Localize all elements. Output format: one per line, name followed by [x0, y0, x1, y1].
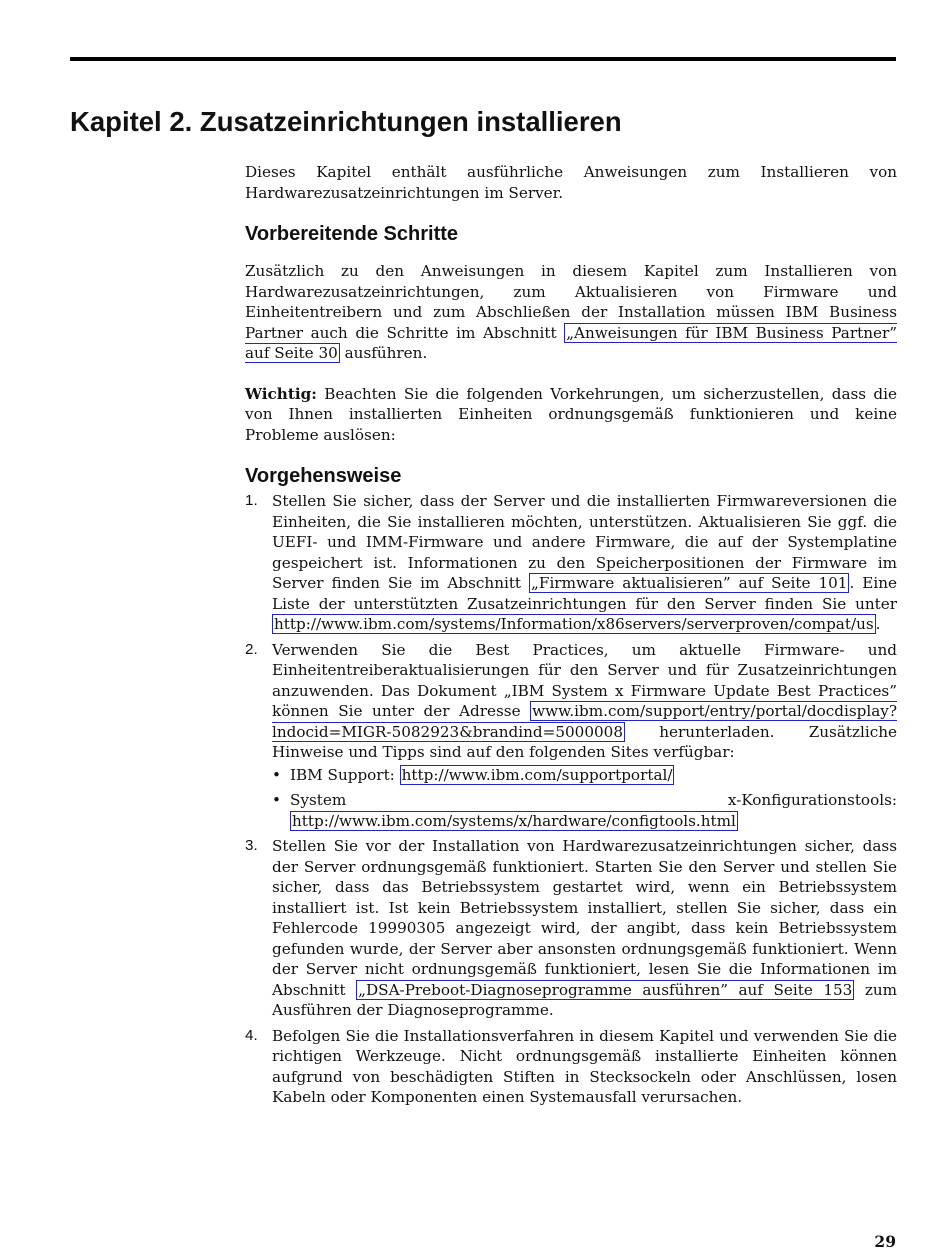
body-column — [245, 162, 897, 1113]
list-item — [272, 765, 897, 786]
bullet-marker: • — [272, 791, 281, 809]
step-text: Befolgen Sie die Installationsverfahren in diesem Kapitel und verwenden Sie die richtigen Werkzeuge. Nicht ordnungsgemäß installierte Einheiten können aufgrund von beschädigten Stiften in Stecksockeln oder Anschlüssen, losen Kabeln oder Komponenten einen Systemausfall verursachen. — [272, 1026, 897, 1106]
step-text: . — [875, 615, 881, 633]
section-heading-procedure: Vorgehensweise — [245, 465, 402, 487]
support-portal-link[interactable]: http://www.ibm.com/supportportal/ — [401, 765, 673, 784]
preparation-text-end: ausführen. — [339, 344, 428, 362]
step-number: 1. — [245, 492, 258, 509]
step-text: Verwenden Sie die Best Practices, um aktuelle Firmware- und Einheitentreiberaktualisierungen für den Server und für Zusatzeinrichtungen anzuwenden. Das Dokument „IBM System x Firmware Update Best Practices” können Sie unter der Adresse — [272, 640, 897, 720]
bullet-marker: • — [272, 765, 281, 784]
list-item — [245, 1026, 897, 1108]
list-item — [245, 491, 897, 635]
intro-paragraph: Dieses Kapitel enthält ausführliche Anweisungen zum Installieren von Hardwarezusatzeinrichtungen im Server. — [245, 163, 897, 202]
step-number: 3. — [245, 837, 258, 854]
step-text: Stellen Sie vor der Installation von Hardwarezusatzeinrichtungen sicher, dass der Server ordnungsgemäß funktioniert. Starten Sie den Server und stellen Sie sicher, dass das Betriebssystem gestartet wird, wenn ein Betriebssystem installiert ist. Ist kein Betriebssystem installiert, stellen Sie sicher, dass ein Fehlercode 19990305 angezeigt wird, der angibt, dass kein Betriebssystem gefunden wurde, der Server aber ansonsten ordnungsgemäß funktioniert. Wenn der Server nicht ordnungsgemäß funktioniert, lesen Sie die Informationen im Abschnitt — [272, 837, 897, 999]
page-number: 29 — [874, 1232, 896, 1251]
important-paragraph — [245, 384, 897, 446]
site-label: System x-Konfigurationstools: — [290, 791, 897, 809]
chapter-title: Kapitel 2. Zusatzeinrichtungen installieren — [70, 106, 622, 137]
step-text: Stellen Sie sicher, dass der Server und die installierten Firmwareversionen die Einheiten, die Sie installieren möchten, unterstützen. Aktualisieren Sie ggf. die UEFI- und IMM-Firmware und andere Firmware, die auf der Systemplatine gespeichert ist. Informationen zu den Speicherpositionen der Firmware im Server finden Sie im Abschnitt — [272, 492, 897, 592]
configtools-link[interactable]: http://www.ibm.com/systems/x/hardware/configtools.html — [292, 811, 736, 830]
list-item — [245, 640, 897, 832]
best-practices-url-link[interactable]: www.ibm.com/support/entry/portal/docdisplay?lndocid=MIGR-5082923&brandind=5000008 — [272, 702, 897, 741]
step-text: herunterladen. Zusätzliche Hinweise und Tipps sind auf den folgenden Sites verfügbar: — [272, 722, 897, 761]
site-label: IBM Support: — [290, 765, 400, 784]
xref-firmware-update-link[interactable]: „Firmware aktualisieren” auf Seite 101 — [531, 574, 848, 592]
preparation-paragraph — [245, 261, 897, 364]
step-number: 2. — [245, 640, 258, 658]
step-text: zum Ausführen der Diagnoseprogramme. — [272, 980, 898, 1019]
list-item — [272, 790, 897, 831]
sites-list — [272, 765, 897, 832]
header-rule — [70, 57, 896, 61]
section-heading-preparation: Vorbereitende Schritte — [245, 223, 459, 245]
step-number: 4. — [245, 1026, 258, 1044]
xref-dsa-preboot-link[interactable]: „DSA-Preboot-Diagnoseprogramme ausführen” auf Seite 153 — [358, 980, 853, 999]
list-item — [245, 836, 897, 1021]
procedure-steps — [245, 491, 897, 1108]
serverproven-url-link[interactable]: http://www.ibm.com/systems/Information/x86servers/serverproven/compat/us — [274, 615, 874, 633]
xref-business-partner-link[interactable]: „Anweisungen für IBM Business Partner” auf Seite 30 — [245, 323, 897, 362]
important-label: Wichtig: — [245, 384, 317, 403]
preparation-text: Zusätzlich zu den Anweisungen in diesem Kapitel zum Installieren von Hardwarezusatzeinrichtungen, zum Aktualisieren von Firmware und Einheitentreibern und zum Abschließen der Installation müssen IBM Business Partner auch die Schritte im Abschnitt — [245, 262, 897, 342]
important-text: Beachten Sie die folgenden Vorkehrungen, um sicherzustellen, dass die von Ihnen installierten Einheiten ordnungsgemäß funktionieren und keine Probleme auslösen: — [245, 384, 897, 444]
step-text: . Eine Liste der unterstützten Zusatzeinrichtungen für den Server finden Sie unter — [272, 574, 897, 613]
